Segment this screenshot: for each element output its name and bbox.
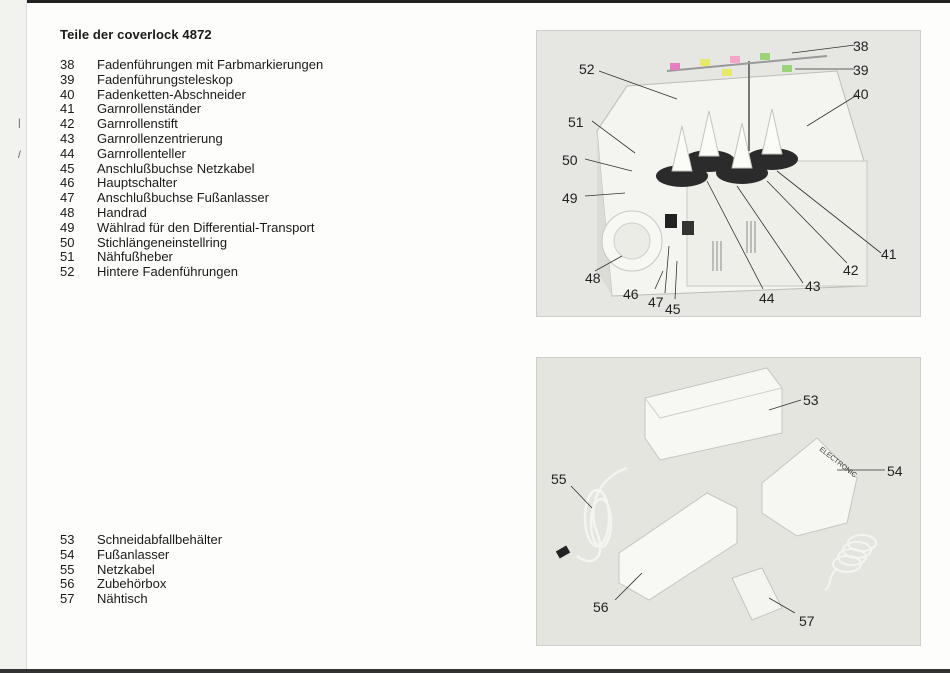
part-item	[60, 176, 323, 191]
callout-57: 57	[799, 613, 815, 629]
part-label: Nähfußheber	[97, 249, 173, 265]
part-label: Hauptschalter	[97, 175, 178, 191]
part-label: Wählrad für den Differential-Transport	[97, 219, 315, 235]
part-label: Zubehörbox	[97, 576, 167, 592]
part-item	[60, 533, 222, 548]
margin-mark: |	[18, 118, 21, 129]
part-number: 52	[60, 264, 75, 280]
part-label: Garnrollenstift	[97, 116, 178, 132]
part-number: 50	[60, 234, 75, 250]
part-item	[60, 563, 222, 578]
part-label: Garnrollenständer	[97, 101, 202, 117]
part-number: 56	[60, 576, 75, 592]
part-item	[60, 191, 323, 206]
part-item	[60, 102, 323, 117]
callout-40: 40	[853, 86, 869, 102]
page-title: Teile der coverlock 4872	[60, 27, 212, 42]
callout-50: 50	[562, 152, 578, 168]
part-item	[60, 117, 323, 132]
callout-51: 51	[568, 114, 584, 130]
parts-list-accessories	[60, 533, 222, 607]
callout-55: 55	[551, 471, 567, 487]
part-label: Schneidabfallbehälter	[97, 532, 223, 547]
callout-53: 53	[803, 392, 819, 408]
callout-52: 52	[579, 61, 595, 77]
part-number: 39	[60, 71, 75, 87]
part-item	[60, 548, 222, 563]
part-number: 40	[60, 86, 75, 102]
accessories-illustration	[537, 358, 920, 645]
machine-photo	[536, 30, 921, 317]
part-number: 46	[60, 175, 75, 191]
part-number: 43	[60, 130, 75, 146]
part-number: 54	[60, 546, 75, 562]
part-label: Fadenführungen mit Farbmarkierungen	[97, 57, 324, 72]
part-number: 51	[60, 249, 75, 265]
callout-42: 42	[843, 262, 859, 278]
callout-48: 48	[585, 270, 601, 286]
callout-45: 45	[665, 301, 681, 316]
part-item	[60, 592, 222, 607]
part-label: Anschlußbuchse Fußanlasser	[97, 190, 269, 206]
part-item	[60, 236, 323, 251]
callout-46: 46	[623, 286, 639, 302]
page-binding-edge	[0, 0, 27, 673]
part-label: Fußanlasser	[97, 546, 170, 562]
part-label: Hintere Fadenführungen	[97, 264, 238, 280]
part-label: Fadenführungsteleskop	[97, 71, 233, 87]
part-item	[60, 147, 323, 162]
machine-illustration	[537, 31, 920, 316]
part-item	[60, 221, 323, 236]
part-number: 57	[60, 591, 75, 607]
part-item	[60, 577, 222, 592]
part-number: 41	[60, 101, 75, 117]
part-item	[60, 206, 323, 221]
part-item	[60, 58, 323, 73]
part-item	[60, 73, 323, 88]
part-number: 44	[60, 145, 75, 161]
part-item	[60, 88, 323, 103]
page-top-edge	[0, 0, 950, 3]
accessories-photo	[536, 357, 921, 646]
margin-mark: /	[18, 150, 21, 161]
callout-47: 47	[648, 294, 664, 310]
part-label: Stichlängeneinstellring	[97, 234, 228, 250]
part-number: 38	[60, 57, 75, 72]
part-item	[60, 250, 323, 265]
callout-38: 38	[853, 38, 869, 54]
pedal-label: ELECTRONIC	[817, 446, 858, 480]
callout-44: 44	[759, 290, 775, 306]
callout-41: 41	[881, 246, 897, 262]
part-number: 53	[60, 532, 75, 547]
part-label: Fadenketten-Abschneider	[97, 86, 246, 102]
part-number: 42	[60, 116, 75, 132]
callout-54: 54	[887, 463, 903, 479]
callout-49: 49	[562, 190, 578, 206]
part-label: Anschlußbuchse Netzkabel	[97, 160, 255, 176]
part-number: 45	[60, 160, 75, 176]
part-item	[60, 265, 323, 280]
callout-43: 43	[805, 278, 821, 294]
part-number: 49	[60, 219, 75, 235]
part-label: Nähtisch	[97, 591, 148, 607]
part-item	[60, 132, 323, 147]
part-item	[60, 162, 323, 177]
parts-list-machine	[60, 58, 323, 280]
part-number: 48	[60, 204, 75, 220]
part-number: 47	[60, 190, 75, 206]
part-label: Netzkabel	[97, 561, 155, 577]
part-number: 55	[60, 561, 75, 577]
part-label: Garnrollenzentrierung	[97, 130, 223, 146]
part-label: Garnrollenteller	[97, 145, 186, 161]
page-bottom-edge	[0, 669, 950, 673]
callout-39: 39	[853, 62, 869, 78]
callout-56: 56	[593, 599, 609, 615]
part-label: Handrad	[97, 204, 147, 220]
